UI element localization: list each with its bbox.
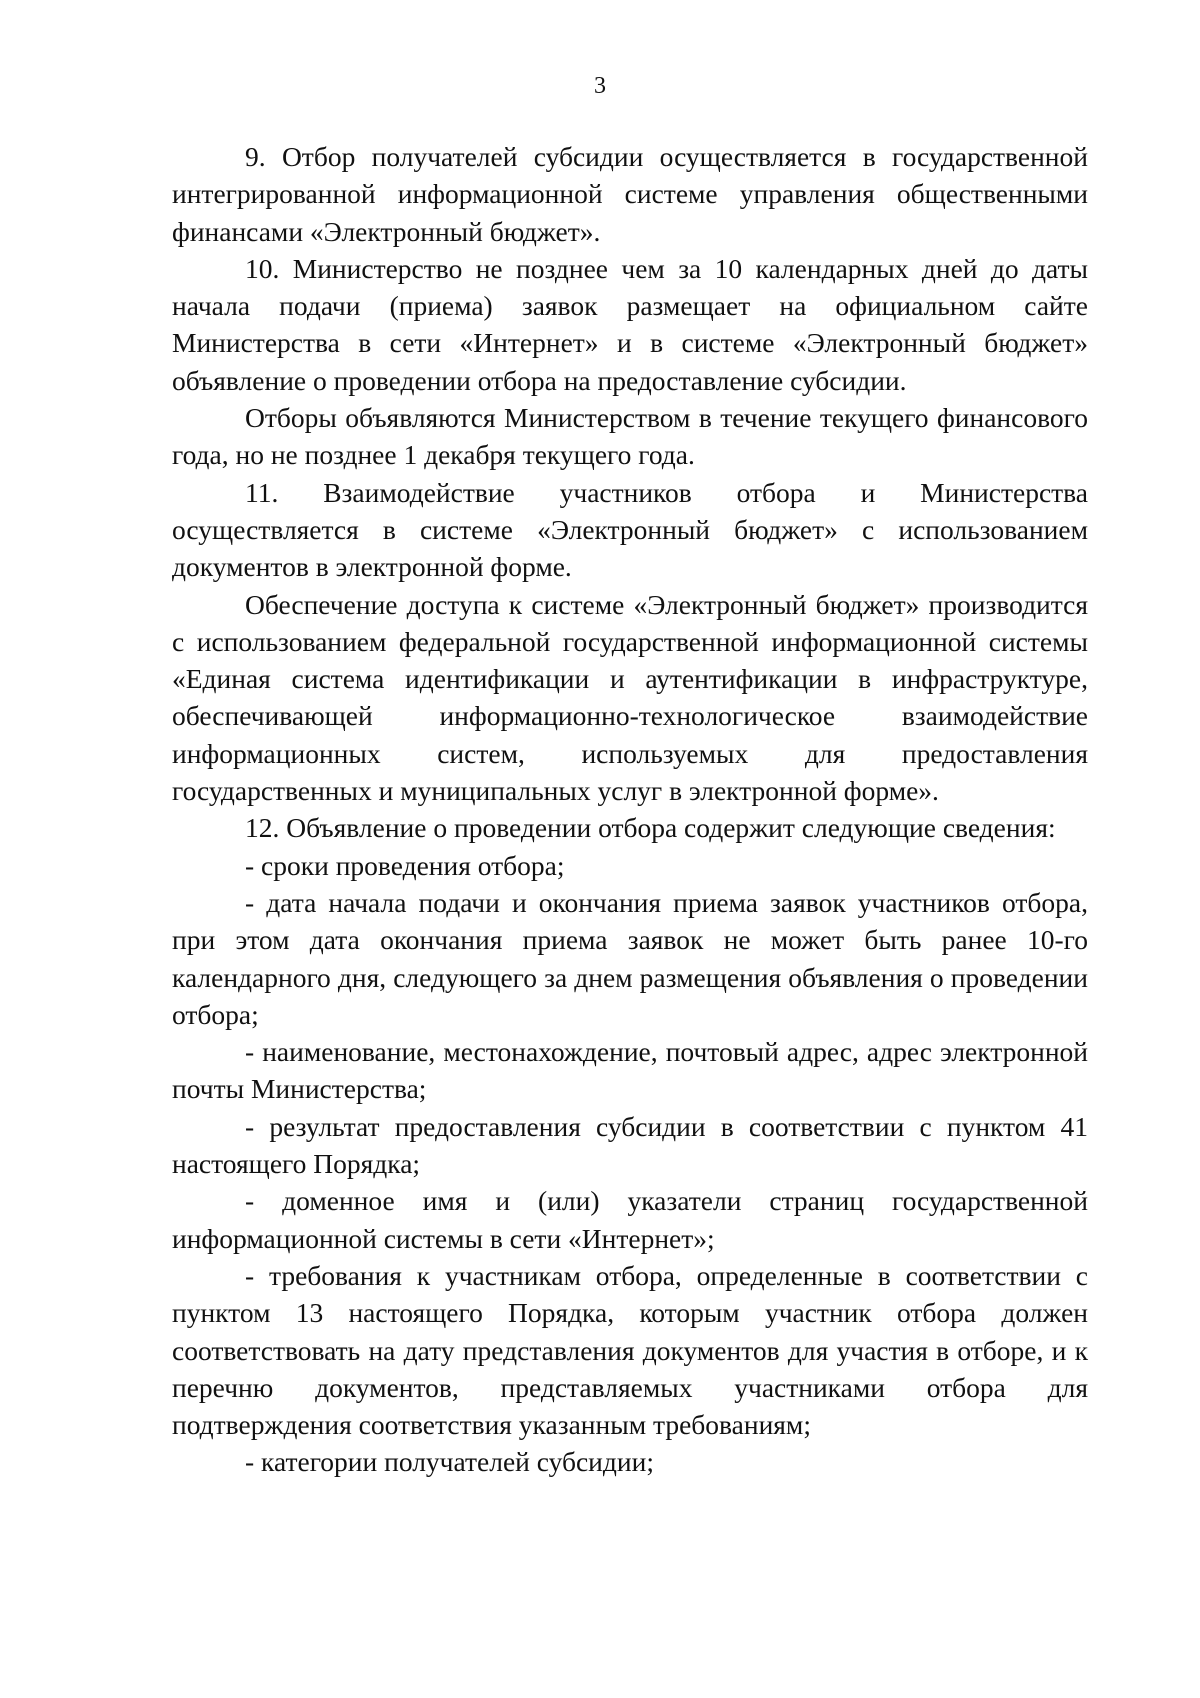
list-item-categories: - категории получателей субсидии; xyxy=(245,1446,654,1478)
list-item-contacts: - наименование, местонахождение, почтовый адрес, адрес электронной почты Министерства; xyxy=(172,1036,1088,1105)
document-body xyxy=(172,138,1088,1481)
page-number: 3 xyxy=(594,73,606,99)
paragraph-11: 11. Взаимодействие участников отбора и Министерства осуществляется в системе «Электронный бюджет» с использованием документов в электронной форме. xyxy=(172,476,1088,583)
list-item-result: - результат предоставления субсидии в соответствии с пунктом 41 настоящего Порядка; xyxy=(172,1110,1088,1180)
paragraph-12: 12. Объявление о проведении отбора содержит следующие сведения: xyxy=(245,812,1056,844)
list-item-domain: - доменное имя и (или) указатели страниц государственной информационной системы в сети «Интернет»; xyxy=(172,1185,1088,1254)
paragraph-10: 10. Министерство не позднее чем за 10 календарных дней до даты начала подачи (приема) заявок размещает на официальном сайте Министерства в сети «Интернет» и в системе «Электронный бюджет» объявление о проведении отбора на предоставление субсидии. xyxy=(172,252,1088,396)
list-item-requirements: - требования к участникам отбора, определенные в соответствии с пунктом 13 настоящего Порядка, которым участник отбора должен соответствовать на дату представления документов для участия в отборе, и к перечню документов, представляемых участниками отбора для подтверждения соответствия указанным требованиям; xyxy=(172,1259,1088,1441)
paragraph-access-provision: Обеспечение доступа к системе «Электронный бюджет» производится с использованием федеральной государственной информационной системы «Единая система идентификации и аутентификации в инфраструктуре, обеспечивающей информационно-технологическое взаимодействие информационных систем, используемых для предоставления государственных и муниципальных услуг в электронной форме». xyxy=(172,588,1088,807)
list-item-terms: - сроки проведения отбора; xyxy=(245,849,565,881)
paragraph-selections-announcement: Отборы объявляются Министерством в течение текущего финансового года, но не позднее 1 декабря текущего года. xyxy=(172,402,1088,471)
paragraph-9: 9. Отбор получателей субсидии осуществляется в государственной интегрированной информационной системе управления общественными финансами «Электронный бюджет». xyxy=(172,141,1088,247)
list-item-dates: - дата начала подачи и окончания приема заявок участников отбора, при этом дата окончания приема заявок не может быть ранее 10-го календарного дня, следующего за днем размещения объявления о проведении отбора; xyxy=(172,886,1088,1030)
